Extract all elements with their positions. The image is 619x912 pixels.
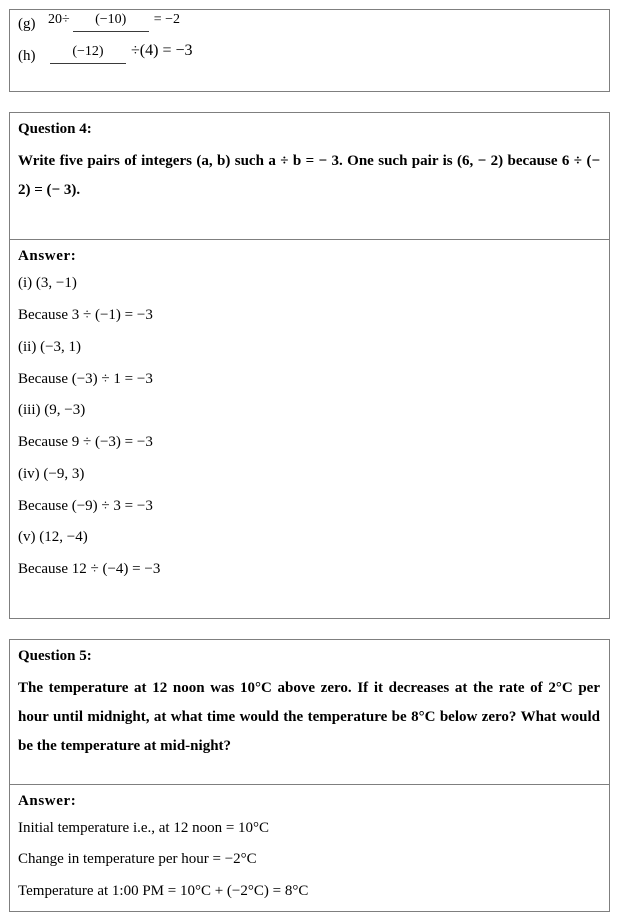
answer-line: Because 9 ÷ (−3) = −3 — [18, 434, 153, 451]
expression-tail-g: = −2 — [153, 12, 180, 27]
item-label-h: (h) — [18, 47, 36, 64]
question-5-block — [9, 639, 610, 912]
answer-heading: Answer: — [18, 792, 77, 809]
expression-lead-g: 20÷ — [48, 12, 70, 27]
question-4-heading: Question 4: — [18, 120, 92, 137]
question-4-body: Write five pairs of integers (a, b) such a ÷ b = − 3. One such pair is (6, − 2) because 6 ÷ (− 2) = (− 3). — [18, 152, 600, 199]
math-expression-h — [48, 40, 192, 64]
blank-row — [18, 41, 600, 69]
question-4-prompt-section — [10, 113, 609, 240]
answer-line: Temperature at 1:00 PM = 10°C + (−2°C) = 8°C — [18, 883, 309, 900]
blank-row — [18, 14, 600, 37]
blanks-exercise-section — [10, 10, 609, 91]
answer-line: (i) (3, −1) — [18, 275, 77, 292]
answer-line: (iii) (9, −3) — [18, 402, 86, 419]
question-5-heading: Question 5: — [18, 647, 92, 664]
answer-line: Change in temperature per hour = −2°C — [18, 851, 257, 868]
answer-heading: Answer: — [18, 248, 77, 265]
answer-line: (iv) (−9, 3) — [18, 465, 85, 482]
answer-line: (ii) (−3, 1) — [18, 338, 82, 355]
question-5-prompt-section — [10, 640, 609, 784]
answer-line: (v) (12, −4) — [18, 529, 88, 546]
answer-line: Because 12 ÷ (−4) = −3 — [18, 561, 161, 578]
answer-line: Because (−9) ÷ 3 = −3 — [18, 497, 153, 514]
question-5-body: The temperature at 12 noon was 10°C above zero. If it decreases at the rate of 2°C per hour until midnight, at what time would the temperature be 8°C below zero? What would be the temperature at mid-night? — [18, 679, 600, 755]
blank-answer-g[interactable]: (−10) — [73, 11, 149, 32]
question-5-answer-section — [10, 784, 609, 911]
answer-line: Because 3 ÷ (−1) = −3 — [18, 307, 153, 324]
question-4-block — [9, 112, 610, 619]
expression-tail-h: ÷(4) = −3 — [131, 41, 193, 59]
blank-answer-h[interactable]: (−12) — [50, 43, 126, 64]
answer-line: Initial temperature i.e., at 12 noon = 10°C — [18, 819, 270, 836]
math-expression-g — [48, 11, 180, 32]
item-label-g: (g) — [18, 16, 36, 32]
answer-line: Because (−3) ÷ 1 = −3 — [18, 370, 153, 387]
question-4-answer-section — [10, 239, 609, 618]
blanks-exercise-block — [9, 9, 610, 92]
